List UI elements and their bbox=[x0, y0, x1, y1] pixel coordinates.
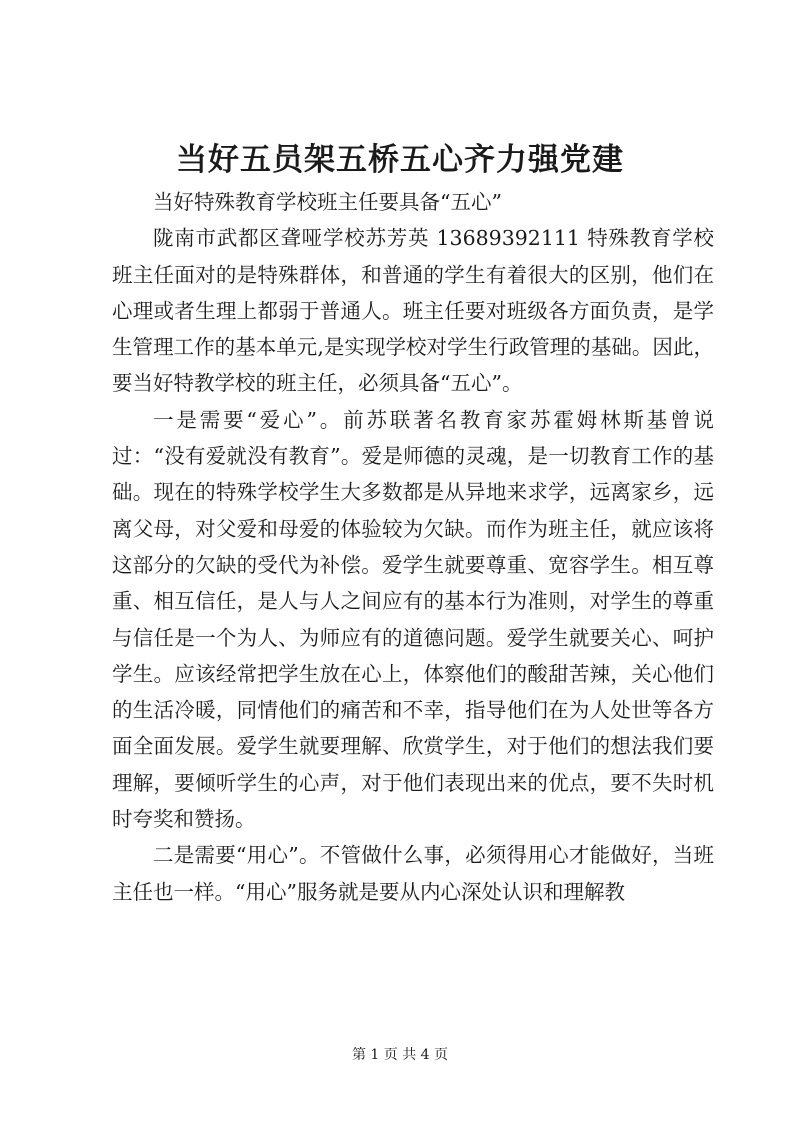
document-body bbox=[112, 184, 714, 910]
document-title: 当好五员架五桥五心齐力强党建 bbox=[176, 142, 624, 178]
subtitle-paragraph: 当好特殊教育学校班主任要具备“五心” bbox=[153, 190, 502, 214]
intro-paragraph: 陇南市武都区聋哑学校苏芳英 13689392111 特殊教育学校班主任面对的是特殊群体，和普通的学生有着很大的区别，他们在心理或者生理上都弱于普通人。班主任要对班级各方面负责，是学生管理工作的基本单元,是实现学校对学生行政管理的基础。因此，要当好特教学校的班主任，必须具备“五心”。 bbox=[112, 226, 714, 396]
care-section-paragraph: 二是需要“用心”。不管做什么事，必须得用心才能做好，当班主任也一样。“用心”服务就是要从内心深处认识和理解教 bbox=[112, 843, 714, 904]
page-number-footer: 第 1 页 共 4 页 bbox=[351, 1047, 449, 1063]
love-section-paragraph: 一是需要“爱心”。前苏联著名教育家苏霍姆林斯基曾说过：“没有爱就没有教育”。爱是师德的灵魂，是一切教育工作的基础。现在的特殊学校学生大多数都是从异地来求学，远离家乡，远离父母，对父爱和母爱的体验较为欠缺。而作为班主任，就应该将这部分的欠缺的受代为补偿。爱学生就要尊重、宽容学生。相互尊重、相互信任，是人与人之间应有的基本行为准则，对学生的尊重与信任是一个为人、为师应有的道德问题。爱学生就要关心、呵护学生。应该经常把学生放在心上，体察他们的酸甜苦辣，关心他们的生活冷暖，同情他们的痛苦和不幸，指导他们在为人处世等各方面全面发展。爱学生就要理解、欣赏学生，对于他们的想法我们要理解，要倾听学生的心声，对于他们表现出来的优点，要不失时机时夸奖和赞扬。 bbox=[112, 407, 714, 832]
